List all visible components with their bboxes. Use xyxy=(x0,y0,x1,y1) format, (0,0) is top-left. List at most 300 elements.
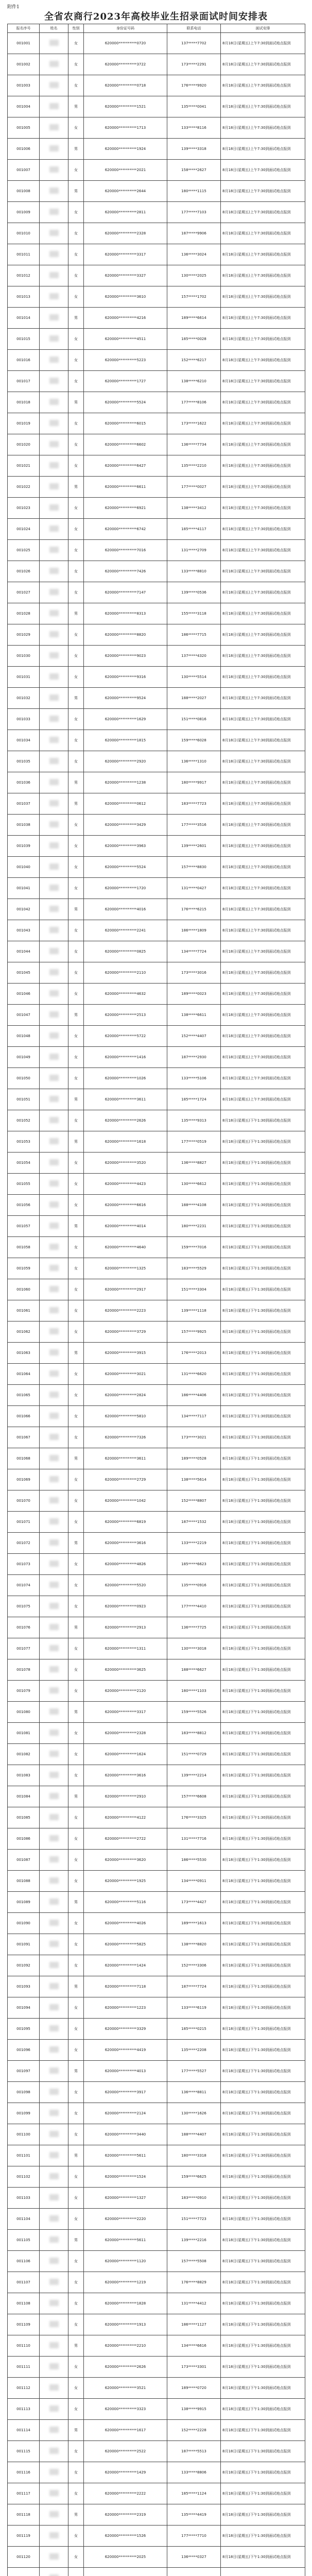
redacted-name xyxy=(49,1286,59,1292)
id-number-cell: 620000**********2222 xyxy=(84,2483,167,2504)
seq-cell: 001069 xyxy=(8,1469,40,1490)
gender-cell: 女 xyxy=(68,1681,84,1702)
gender-cell: 女 xyxy=(68,1997,84,2019)
phone-cell: 131*****0427 xyxy=(167,878,221,899)
interview-slot-cell: 8月18日(星期五)下午1:30到面试地点报到 xyxy=(221,1427,305,1448)
id-number-cell: 620000**********1913 xyxy=(84,2314,167,2335)
redacted-name xyxy=(49,40,59,46)
phone-cell: 189*****0023 xyxy=(167,984,221,1005)
id-number-cell: 620000**********3327 xyxy=(84,265,167,286)
redacted-name xyxy=(49,948,59,954)
id-number-cell: 620000**********2729 xyxy=(84,1469,167,1490)
id-number-cell: 620000**********6427 xyxy=(84,455,167,477)
table-row xyxy=(8,1786,305,1807)
page-title: 全省农商行2023年高校毕业生招录面试时间安排表 xyxy=(44,11,268,22)
redacted-name xyxy=(49,209,59,215)
gender-cell: 女 xyxy=(68,857,84,878)
redacted-name xyxy=(49,1772,59,1778)
name-cell xyxy=(40,2230,68,2251)
interview-slot-cell: 8月18日(星期五)上午7:30到面试地点报到 xyxy=(221,815,305,836)
redacted-name xyxy=(49,2427,59,2433)
table-row xyxy=(8,1744,305,1765)
id-number-cell: 620000**********2920 xyxy=(84,751,167,772)
seq-cell: 001030 xyxy=(8,646,40,667)
id-number-cell: 620000**********2626 xyxy=(84,1110,167,1131)
interview-slot-cell: 8月18日(星期五)下午1:30到面试地点报到 xyxy=(221,2293,305,2314)
id-number-cell: 620000**********6742 xyxy=(84,519,167,540)
id-number-cell: 620000**********3440 xyxy=(84,2124,167,2145)
gender-cell: 男 xyxy=(68,308,84,329)
phone-cell: 130*****3018 xyxy=(167,1638,221,1659)
gender-cell: 女 xyxy=(68,920,84,941)
redacted-name xyxy=(49,1835,59,1841)
id-number-cell: 620000**********3963 xyxy=(84,836,167,857)
gender-cell: 女 xyxy=(68,329,84,350)
seq-cell: 001012 xyxy=(8,265,40,286)
table-row xyxy=(8,1807,305,1828)
table-row xyxy=(8,286,305,308)
name-cell xyxy=(40,815,68,836)
table-row xyxy=(8,1997,305,2019)
gender-cell: 女 xyxy=(68,624,84,646)
name-cell xyxy=(40,1343,68,1364)
table-row xyxy=(8,1892,305,1913)
column-header: 联系电话 xyxy=(167,24,221,33)
redacted-name xyxy=(49,1032,59,1039)
gender-cell: 女 xyxy=(68,2124,84,2145)
interview-slot-cell: 8月18日(星期五)上午7:30到面试地点报到 xyxy=(221,1047,305,1068)
phone-cell: 159*****5526 xyxy=(167,1702,221,1723)
gender-cell: 女 xyxy=(68,1300,84,1321)
phone-cell: 173*****3016 xyxy=(167,962,221,984)
phone-cell: 152*****2228 xyxy=(167,2420,221,2441)
gender-cell: 男 xyxy=(68,2145,84,2166)
redacted-name xyxy=(49,1370,59,1377)
phone-cell: 139*****3318 xyxy=(167,139,221,160)
id-number-cell: 620000**********2124 xyxy=(84,2103,167,2124)
seq-cell: 001039 xyxy=(8,836,40,857)
phone-cell: 133*****8806 xyxy=(167,2462,221,2483)
gender-cell: 女 xyxy=(68,160,84,181)
seq-cell: 001038 xyxy=(8,815,40,836)
name-cell xyxy=(40,1258,68,1279)
seq-cell: 001085 xyxy=(8,1807,40,1828)
name-cell xyxy=(40,920,68,941)
phone-cell: 189*****6614 xyxy=(167,308,221,329)
redacted-name xyxy=(49,2025,59,2031)
table-row xyxy=(8,2188,305,2209)
gender-cell: 女 xyxy=(68,1026,84,1047)
phone-cell: 186*****4406 xyxy=(167,1385,221,1406)
seq-cell xyxy=(8,2568,40,2576)
table-row xyxy=(8,1469,305,1490)
redacted-name xyxy=(49,251,59,257)
phone-cell: 151*****0729 xyxy=(167,1744,221,1765)
redacted-name xyxy=(49,103,59,109)
id-number-cell: 620000**********5116 xyxy=(84,1892,167,1913)
interview-slot-cell: 8月18日(星期五)下午1:30到面试地点报到 xyxy=(221,1174,305,1195)
seq-cell: 001097 xyxy=(8,2061,40,2082)
redacted-name xyxy=(49,293,59,299)
gender-cell: 女 xyxy=(68,878,84,899)
phone-cell: 187*****7724 xyxy=(167,1976,221,1997)
name-cell xyxy=(40,1364,68,1385)
phone-cell: 189*****1613 xyxy=(167,1913,221,1934)
interview-slot-cell: 8月18日(星期五)上午7:30到面试地点报到 xyxy=(221,455,305,477)
table-row xyxy=(8,561,305,582)
table-row xyxy=(8,2462,305,2483)
seq-cell: 001062 xyxy=(8,1321,40,1343)
name-cell xyxy=(40,2019,68,2040)
phone-cell: 177*****0519 xyxy=(167,1131,221,1153)
table-row xyxy=(8,350,305,371)
redacted-name xyxy=(49,378,59,384)
name-cell xyxy=(40,1153,68,1174)
interview-slot-cell: 8月18日(星期五)上午7:30到面试地点报到 xyxy=(221,265,305,286)
gender-cell: 男 xyxy=(68,2335,84,2357)
id-number-cell: 620000**********1618 xyxy=(84,1131,167,1153)
table-row xyxy=(8,793,305,815)
table-row xyxy=(8,2441,305,2462)
phone-cell: 135*****4419 xyxy=(167,2504,221,2526)
table-row xyxy=(8,878,305,899)
gender-cell: 女 xyxy=(68,561,84,582)
phone-cell: 176*****6215 xyxy=(167,899,221,920)
seq-cell: 001063 xyxy=(8,1343,40,1364)
phone-cell: 173*****3021 xyxy=(167,1427,221,1448)
gender-cell: 女 xyxy=(68,751,84,772)
gender-cell: 女 xyxy=(68,1744,84,1765)
gender-cell: 女 xyxy=(68,1512,84,1533)
redacted-name xyxy=(49,1708,59,1715)
interview-slot-cell: 8月18日(星期五)上午7:30到面试地点报到 xyxy=(221,1005,305,1026)
redacted-name xyxy=(49,589,59,595)
name-cell xyxy=(40,1385,68,1406)
id-number-cell: 620000**********5524 xyxy=(84,857,167,878)
name-cell xyxy=(40,2399,68,2420)
table-row xyxy=(8,1702,305,1723)
table-row xyxy=(8,2209,305,2230)
redacted-name xyxy=(49,124,59,130)
interview-slot-cell: 8月18日(星期五)上午7:30到面试地点报到 xyxy=(221,350,305,371)
id-number-cell: 620000**********4122 xyxy=(84,1807,167,1828)
seq-cell: 001010 xyxy=(8,223,40,244)
gender-cell: 女 xyxy=(68,1364,84,1385)
id-number-cell: 620000**********2513 xyxy=(84,1005,167,1026)
seq-cell: 001061 xyxy=(8,1300,40,1321)
table-row xyxy=(8,2124,305,2145)
seq-cell: 001018 xyxy=(8,392,40,413)
gender-cell: 女 xyxy=(68,2314,84,2335)
seq-cell: 001042 xyxy=(8,899,40,920)
seq-cell: 001114 xyxy=(8,2420,40,2441)
phone-cell: 180*****1115 xyxy=(167,181,221,202)
seq-cell: 001072 xyxy=(8,1533,40,1554)
table-row xyxy=(8,329,305,350)
phone-cell: 157*****1702 xyxy=(167,286,221,308)
phone-cell: 151*****3304 xyxy=(167,1279,221,1300)
redacted-name xyxy=(49,1920,59,1926)
gender-cell: 男 xyxy=(68,1448,84,1469)
redacted-name xyxy=(49,2152,59,2158)
redacted-name xyxy=(49,1603,59,1609)
name-cell xyxy=(40,1237,68,1258)
table-row xyxy=(8,2103,305,2124)
phone-cell: 130*****2025 xyxy=(167,265,221,286)
name-cell xyxy=(40,941,68,962)
table-row xyxy=(8,96,305,117)
seq-cell: 001019 xyxy=(8,413,40,434)
interview-slot-cell: 8月18日(星期五)下午1:30到面试地点报到 xyxy=(221,1765,305,1786)
id-number-cell: 620000**********8313 xyxy=(84,603,167,624)
phone-cell: 187*****1532 xyxy=(167,1512,221,1533)
id-number-cell: 620000**********6921 xyxy=(84,498,167,519)
id-number-cell: 620000**********6611 xyxy=(84,477,167,498)
name-cell xyxy=(40,1174,68,1195)
id-number-cell: 620000**********5825 xyxy=(84,1934,167,1955)
name-cell xyxy=(40,1131,68,1153)
phone-cell: 173*****1622 xyxy=(167,413,221,434)
phone-cell: 139*****1118 xyxy=(167,1300,221,1321)
gender-cell: 男 xyxy=(68,2061,84,2082)
id-number-cell: 620000**********1526 xyxy=(84,2526,167,2547)
id-number-cell: 620000**********3611 xyxy=(84,1448,167,1469)
name-cell xyxy=(40,1216,68,1237)
interview-slot-cell: 8月18日(星期五)下午1:30到面试地点报到 xyxy=(221,1131,305,1153)
name-cell xyxy=(40,1871,68,1892)
seq-cell: 001086 xyxy=(8,1828,40,1850)
seq-cell: 001052 xyxy=(8,1110,40,1131)
id-number-cell: 620000**********9524 xyxy=(84,688,167,709)
interview-slot-cell: 8月18日(星期五)下午1:30到面试地点报到 xyxy=(221,2040,305,2061)
gender-cell: 男 xyxy=(68,181,84,202)
interview-slot-cell: 8月18日(星期五)下午1:30到面试地点报到 xyxy=(221,2399,305,2420)
id-number-cell: 620000**********1327 xyxy=(84,2188,167,2209)
phone-cell: 189*****0528 xyxy=(167,1448,221,1469)
interview-slot-cell: 8月18日(星期五)上午7:30到面试地点报到 xyxy=(221,941,305,962)
name-cell xyxy=(40,1512,68,1533)
table-row xyxy=(8,1153,305,1174)
interview-slot-cell: 8月18日(星期五)下午1:30到面试地点报到 xyxy=(221,2145,305,2166)
table-row xyxy=(8,1343,305,1364)
name-cell xyxy=(40,1089,68,1110)
redacted-name xyxy=(49,906,59,912)
phone-cell: 135*****9313 xyxy=(167,1110,221,1131)
table-row xyxy=(8,2399,305,2420)
gender-cell: 女 xyxy=(68,1385,84,1406)
id-number-cell: 620000**********7426 xyxy=(84,561,167,582)
id-number-cell: 620000**********1223 xyxy=(84,1997,167,2019)
id-number-cell: 620000**********7016 xyxy=(84,540,167,561)
name-cell xyxy=(40,2314,68,2335)
seq-cell: 001066 xyxy=(8,1406,40,1427)
redacted-name xyxy=(49,441,59,447)
interview-slot-cell: 8月18日(星期五)下午1:30到面试地点报到 xyxy=(221,1300,305,1321)
id-number-cell: 620000**********1713 xyxy=(84,117,167,139)
seq-cell: 001048 xyxy=(8,1026,40,1047)
seq-cell: 001077 xyxy=(8,1638,40,1659)
id-number-cell: 620000**********6015 xyxy=(84,413,167,434)
interview-slot-cell: 8月18日(星期五)上午7:30到面试地点报到 xyxy=(221,772,305,793)
gender-cell: 女 xyxy=(68,582,84,603)
name-cell xyxy=(40,1110,68,1131)
gender-cell xyxy=(68,2568,84,2576)
gender-cell: 女 xyxy=(68,2378,84,2399)
gender-cell: 女 xyxy=(68,2483,84,2504)
interview-slot-cell: 8月18日(星期五)下午1:30到面试地点报到 xyxy=(221,1237,305,1258)
seq-cell: 001119 xyxy=(8,2526,40,2547)
id-number-cell: 620000**********3610 xyxy=(84,286,167,308)
phone-cell: 188*****6627 xyxy=(167,1659,221,1681)
interview-slot-cell: 8月18日(星期五)下午1:30到面试地点报到 xyxy=(221,1279,305,1300)
id-number-cell: 620000**********2223 xyxy=(84,1300,167,1321)
interview-slot-cell: 8月18日(星期五)上午7:30到面试地点报到 xyxy=(221,793,305,815)
seq-cell: 001013 xyxy=(8,286,40,308)
gender-cell: 女 xyxy=(68,223,84,244)
seq-cell: 001059 xyxy=(8,1258,40,1279)
table-row xyxy=(8,815,305,836)
id-number-cell: 620000**********2328 xyxy=(84,223,167,244)
phone-cell: 134*****7117 xyxy=(167,1406,221,1427)
phone-cell: 139*****2214 xyxy=(167,1765,221,1786)
redacted-name xyxy=(49,1539,59,1546)
name-cell xyxy=(40,1681,68,1702)
table-row xyxy=(8,603,305,624)
name-cell xyxy=(40,54,68,75)
interview-slot-cell: 8月18日(星期五)下午1:30到面试地点报到 xyxy=(221,1997,305,2019)
name-cell xyxy=(40,2061,68,2082)
interview-slot-cell: 8月18日(星期五)上午7:30到面试地点报到 xyxy=(221,413,305,434)
redacted-name xyxy=(49,1011,59,1018)
id-number-cell: 620000**********2110 xyxy=(84,962,167,984)
gender-cell: 男 xyxy=(68,603,84,624)
name-cell xyxy=(40,286,68,308)
gender-cell: 女 xyxy=(68,350,84,371)
gender-cell: 女 xyxy=(68,2188,84,2209)
id-number-cell: 620000**********3317 xyxy=(84,1702,167,1723)
table-row xyxy=(8,2568,305,2576)
name-cell xyxy=(40,2209,68,2230)
id-number-cell: 620000**********0720 xyxy=(84,33,167,54)
name-cell xyxy=(40,1744,68,1765)
interview-slot-cell: 8月18日(星期五)下午1:30到面试地点报到 xyxy=(221,1448,305,1469)
id-number-cell: 620000**********1524 xyxy=(84,2166,167,2188)
redacted-name xyxy=(49,2532,59,2538)
interview-slot-cell: 8月18日(星期五)下午1:30到面试地点报到 xyxy=(221,1807,305,1828)
table-row xyxy=(8,709,305,730)
seq-cell: 001106 xyxy=(8,2251,40,2272)
interview-slot-cell: 8月18日(星期五)下午1:30到面试地点报到 xyxy=(221,1554,305,1575)
table-row xyxy=(8,1596,305,1617)
table-row xyxy=(8,899,305,920)
gender-cell: 女 xyxy=(68,2166,84,2188)
phone-cell: 139*****2216 xyxy=(167,2230,221,2251)
name-cell xyxy=(40,33,68,54)
id-number-cell: 620000**********2210 xyxy=(84,2335,167,2357)
phone-cell: 180*****3318 xyxy=(167,2145,221,2166)
gender-cell: 女 xyxy=(68,2272,84,2293)
name-cell xyxy=(40,350,68,371)
name-cell xyxy=(40,1533,68,1554)
table-row xyxy=(8,667,305,688)
gender-cell: 女 xyxy=(68,2547,84,2568)
phone-cell: 138*****8820 xyxy=(167,1934,221,1955)
table-row xyxy=(8,646,305,667)
interview-slot-cell: 8月18日(星期五)下午1:30到面试地点报到 xyxy=(221,2103,305,2124)
id-number-cell: 620000**********2319 xyxy=(84,2504,167,2526)
interview-slot-cell: 8月18日(星期五)上午7:30到面试地点报到 xyxy=(221,899,305,920)
redacted-name xyxy=(49,1075,59,1081)
interview-slot-cell: 8月18日(星期五)下午1:30到面试地点报到 xyxy=(221,2462,305,2483)
table-row xyxy=(8,2019,305,2040)
seq-cell: 001027 xyxy=(8,582,40,603)
gender-cell: 男 xyxy=(68,477,84,498)
name-cell xyxy=(40,2483,68,2504)
phone-cell: 152*****8807 xyxy=(167,1490,221,1512)
phone-cell: 134*****6616 xyxy=(167,2335,221,2357)
seq-cell: 001091 xyxy=(8,1934,40,1955)
name-cell xyxy=(40,434,68,455)
name-cell xyxy=(40,413,68,434)
gender-cell: 女 xyxy=(68,519,84,540)
redacted-name xyxy=(49,1814,59,1820)
phone-cell: 130*****5514 xyxy=(167,667,221,688)
redacted-name xyxy=(49,1751,59,1757)
phone-cell: 173*****2291 xyxy=(167,54,221,75)
table-row xyxy=(8,1364,305,1385)
interview-slot-cell: 8月18日(星期五)上午7:30到面试地点报到 xyxy=(221,33,305,54)
seq-cell: 001002 xyxy=(8,54,40,75)
gender-cell: 男 xyxy=(68,1533,84,1554)
table-row xyxy=(8,2526,305,2547)
phone-cell: 177*****0027 xyxy=(167,477,221,498)
name-cell xyxy=(40,2103,68,2124)
table-row xyxy=(8,2547,305,2568)
gender-cell: 女 xyxy=(68,75,84,96)
id-number-cell: 620000**********2522 xyxy=(84,2441,167,2462)
redacted-name xyxy=(49,2215,59,2222)
gender-cell: 女 xyxy=(68,1723,84,1744)
redacted-name xyxy=(49,399,59,405)
name-cell xyxy=(40,1617,68,1638)
table-row xyxy=(8,1617,305,1638)
table-row xyxy=(8,1638,305,1659)
seq-cell: 001001 xyxy=(8,33,40,54)
id-number-cell: 620000**********2824 xyxy=(84,1385,167,1406)
interview-slot-cell: 8月18日(星期五)上午7:30到面试地点报到 xyxy=(221,857,305,878)
name-cell xyxy=(40,392,68,413)
phone-cell: 157*****5508 xyxy=(167,2251,221,2272)
phone-cell: 130*****6612 xyxy=(167,1174,221,1195)
redacted-name xyxy=(49,2110,59,2116)
phone-cell: 139*****2601 xyxy=(167,836,221,857)
redacted-name xyxy=(49,1582,59,1588)
phone-cell: 180*****2231 xyxy=(167,1216,221,1237)
id-number-cell: 620000**********3722 xyxy=(84,54,167,75)
seq-cell: 001034 xyxy=(8,730,40,751)
interview-slot-cell: 8月18日(星期五)下午1:30到面试地点报到 xyxy=(221,1828,305,1850)
seq-cell: 001116 xyxy=(8,2462,40,2483)
id-number-cell: 620000**********2644 xyxy=(84,181,167,202)
interview-slot-cell: 8月18日(星期五)上午7:30到面试地点报到 xyxy=(221,329,305,350)
id-number-cell: 620000**********4511 xyxy=(84,329,167,350)
name-cell xyxy=(40,2145,68,2166)
phone-cell: 131*****6620 xyxy=(167,1364,221,1385)
name-cell xyxy=(40,371,68,392)
seq-cell: 001068 xyxy=(8,1448,40,1469)
table-row xyxy=(8,1659,305,1681)
phone-cell: 177*****5527 xyxy=(167,2061,221,2082)
